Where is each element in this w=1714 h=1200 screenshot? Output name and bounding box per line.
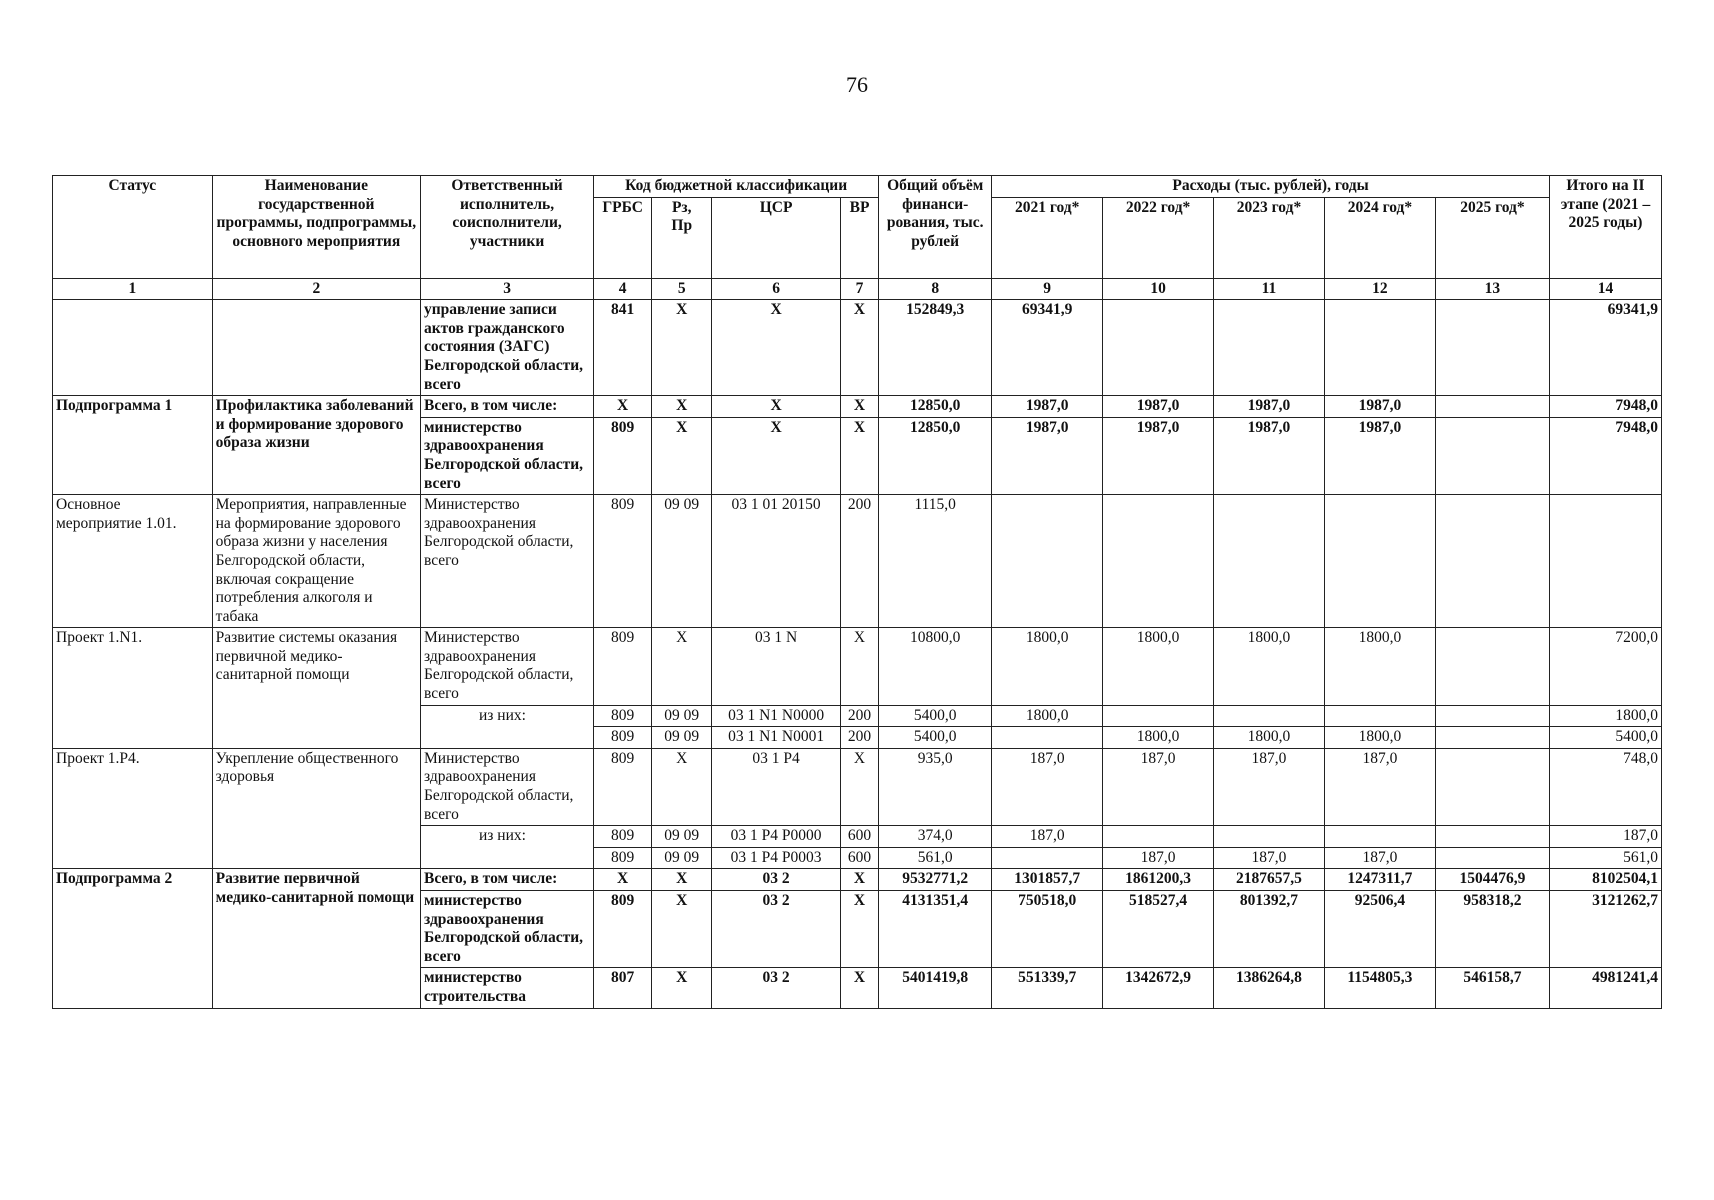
y2021-cell bbox=[992, 495, 1103, 628]
y2025-cell bbox=[1435, 495, 1549, 628]
csr-cell: Х bbox=[712, 417, 841, 494]
y2025-cell bbox=[1435, 300, 1549, 396]
responsible-cell: Министерство здравоохранения Белгородской области, всего bbox=[421, 748, 594, 825]
stage-total-cell: 7200,0 bbox=[1549, 628, 1661, 705]
total-cell: 5400,0 bbox=[879, 727, 992, 749]
status-cell: Основное мероприятие 1.01. bbox=[53, 495, 213, 628]
vr-cell: Х bbox=[840, 968, 878, 1008]
csr-cell: 03 1 N1 N0000 bbox=[712, 705, 841, 727]
csr-cell: 03 1 Р4 Р0003 bbox=[712, 847, 841, 869]
stage-total-cell: 561,0 bbox=[1549, 847, 1661, 869]
csr-cell: 03 1 N bbox=[712, 628, 841, 705]
col-number: 10 bbox=[1103, 278, 1214, 300]
total-cell: 12850,0 bbox=[879, 417, 992, 494]
grbs-cell: Х bbox=[594, 869, 652, 891]
responsible-cell: из них: bbox=[421, 705, 594, 748]
y2021-cell: 1800,0 bbox=[992, 628, 1103, 705]
responsible-cell: Министерство здравоохранения Белгородской области, всего bbox=[421, 495, 594, 628]
col-number: 14 bbox=[1549, 278, 1661, 300]
y2021-cell: 187,0 bbox=[992, 748, 1103, 825]
table-row-sub2-all bbox=[53, 869, 1662, 891]
y2024-cell: 1987,0 bbox=[1324, 396, 1435, 418]
csr-cell: 03 1 Р4 Р0000 bbox=[712, 826, 841, 848]
y2021-cell: 1987,0 bbox=[992, 417, 1103, 494]
y2023-cell bbox=[1214, 705, 1325, 727]
status-cell bbox=[53, 300, 213, 396]
y2024-cell: 1800,0 bbox=[1324, 628, 1435, 705]
y2025-cell bbox=[1435, 628, 1549, 705]
responsible-cell: Всего, в том числе: bbox=[421, 869, 594, 891]
stage-total-cell: 3121262,7 bbox=[1549, 891, 1661, 968]
rzpr-cell: Х bbox=[652, 396, 712, 418]
y2024-cell: 187,0 bbox=[1324, 847, 1435, 869]
y2025-cell bbox=[1435, 727, 1549, 749]
y2022-cell bbox=[1103, 300, 1214, 396]
grbs-cell: Х bbox=[594, 396, 652, 418]
vr-cell: Х bbox=[840, 869, 878, 891]
rzpr-cell: Х bbox=[652, 968, 712, 1008]
grbs-cell: 809 bbox=[594, 495, 652, 628]
y2022-cell bbox=[1103, 826, 1214, 848]
rzpr-cell: Х bbox=[652, 417, 712, 494]
y2023-cell: 1987,0 bbox=[1214, 396, 1325, 418]
col-name-header: Наименование государственной программы, подпрограммы, основного мероприятия bbox=[212, 176, 420, 279]
table-row-om101 bbox=[53, 495, 1662, 628]
y2023-cell: 2187657,5 bbox=[1214, 869, 1325, 891]
grbs-cell: 809 bbox=[594, 891, 652, 968]
col-number: 4 bbox=[594, 278, 652, 300]
vr-cell: 600 bbox=[840, 826, 878, 848]
stage-total-cell: 748,0 bbox=[1549, 748, 1661, 825]
stage-total-cell: 1800,0 bbox=[1549, 705, 1661, 727]
y2023-cell: 1386264,8 bbox=[1214, 968, 1325, 1008]
y2021-cell bbox=[992, 847, 1103, 869]
y2025-cell bbox=[1435, 705, 1549, 727]
y2024-cell bbox=[1324, 495, 1435, 628]
stage-total-cell: 7948,0 bbox=[1549, 396, 1661, 418]
y2025-cell: 546158,7 bbox=[1435, 968, 1549, 1008]
y2023-cell bbox=[1214, 300, 1325, 396]
rzpr-cell: Х bbox=[652, 300, 712, 396]
col-number: 5 bbox=[652, 278, 712, 300]
y2021-cell: 187,0 bbox=[992, 826, 1103, 848]
budget-code-header: Код бюджетной классификации bbox=[594, 176, 879, 198]
rzpr-cell: Х bbox=[652, 891, 712, 968]
y2022-cell bbox=[1103, 495, 1214, 628]
y2024-cell: 187,0 bbox=[1324, 748, 1435, 825]
csr-cell: 03 2 bbox=[712, 891, 841, 968]
vr-cell: 600 bbox=[840, 847, 878, 869]
rzpr-cell: 09 09 bbox=[652, 847, 712, 869]
col-responsible-header: Ответственный исполнитель, соисполнители, участники bbox=[421, 176, 594, 279]
y2021-cell: 1987,0 bbox=[992, 396, 1103, 418]
status-cell: Проект 1.N1. bbox=[53, 628, 213, 749]
y2023-cell: 1987,0 bbox=[1214, 417, 1325, 494]
col-number: 6 bbox=[712, 278, 841, 300]
rzpr-cell: 09 09 bbox=[652, 727, 712, 749]
total-cell: 9532771,2 bbox=[879, 869, 992, 891]
y2024-cell: 1987,0 bbox=[1324, 417, 1435, 494]
col-number: 2 bbox=[212, 278, 420, 300]
expenses-header: Расходы (тыс. рублей), годы bbox=[992, 176, 1550, 198]
grbs-cell: 841 bbox=[594, 300, 652, 396]
vr-cell: 200 bbox=[840, 495, 878, 628]
total-cell: 374,0 bbox=[879, 826, 992, 848]
csr-cell: 03 2 bbox=[712, 869, 841, 891]
name-cell: Развитие первичной медико-санитарной помощи bbox=[212, 869, 420, 1008]
csr-cell: Х bbox=[712, 300, 841, 396]
y2023-cell bbox=[1214, 495, 1325, 628]
col-number: 1 bbox=[53, 278, 213, 300]
y2023-cell: 801392,7 bbox=[1214, 891, 1325, 968]
y2023-cell bbox=[1214, 826, 1325, 848]
y2021-cell: 551339,7 bbox=[992, 968, 1103, 1008]
y2025-cell: 1504476,9 bbox=[1435, 869, 1549, 891]
header-row-1 bbox=[53, 176, 1662, 198]
table-row-sub1-all bbox=[53, 396, 1662, 418]
page-number: 76 bbox=[846, 72, 868, 97]
y2021-cell: 750518,0 bbox=[992, 891, 1103, 968]
y2024-cell: 1247311,7 bbox=[1324, 869, 1435, 891]
csr-cell: Х bbox=[712, 396, 841, 418]
y2023-cell: 1800,0 bbox=[1214, 727, 1325, 749]
y2024-cell bbox=[1324, 300, 1435, 396]
y2025-cell bbox=[1435, 847, 1549, 869]
y2023-cell: 187,0 bbox=[1214, 748, 1325, 825]
y2023-cell: 1800,0 bbox=[1214, 628, 1325, 705]
budget-table bbox=[52, 175, 1662, 1009]
responsible-cell: министерство здравоохранения Белгородской области, всего bbox=[421, 417, 594, 494]
y2022-cell: 1987,0 bbox=[1103, 417, 1214, 494]
stage-total-cell bbox=[1549, 495, 1661, 628]
y2021-cell: 69341,9 bbox=[992, 300, 1103, 396]
rzpr-cell: 09 09 bbox=[652, 495, 712, 628]
y2022-cell: 1800,0 bbox=[1103, 727, 1214, 749]
y2022-cell: 187,0 bbox=[1103, 748, 1214, 825]
name-cell: Мероприятия, направленные на формирование здорового образа жизни у населения Белгородской области, включая сокращение потребления алкоголя и табака bbox=[212, 495, 420, 628]
rzpr-cell: Х bbox=[652, 869, 712, 891]
rzpr-cell: 09 09 bbox=[652, 826, 712, 848]
y2022-cell: 187,0 bbox=[1103, 847, 1214, 869]
table-row-zags bbox=[53, 300, 1662, 396]
responsible-cell: Всего, в том числе: bbox=[421, 396, 594, 418]
y2022-cell: 1987,0 bbox=[1103, 396, 1214, 418]
vr-cell: Х bbox=[840, 628, 878, 705]
col-number: 7 bbox=[840, 278, 878, 300]
y2021-cell: 1301857,7 bbox=[992, 869, 1103, 891]
total-cell: 935,0 bbox=[879, 748, 992, 825]
responsible-cell: министерство здравоохранения Белгородской области, всего bbox=[421, 891, 594, 968]
col-2022-header: 2022 год* bbox=[1103, 197, 1214, 278]
col-rzpr-header: Рз, Пр bbox=[652, 197, 712, 278]
y2024-cell: 92506,4 bbox=[1324, 891, 1435, 968]
csr-cell: 03 1 01 20150 bbox=[712, 495, 841, 628]
col-2025-header: 2025 год* bbox=[1435, 197, 1549, 278]
csr-cell: 03 1 P4 bbox=[712, 748, 841, 825]
grbs-cell: 809 bbox=[594, 847, 652, 869]
csr-cell: 03 1 N1 N0001 bbox=[712, 727, 841, 749]
y2024-cell bbox=[1324, 705, 1435, 727]
csr-cell: 03 2 bbox=[712, 968, 841, 1008]
vr-cell: 200 bbox=[840, 727, 878, 749]
col-2024-header: 2024 год* bbox=[1324, 197, 1435, 278]
responsible-cell: из них: bbox=[421, 826, 594, 869]
total-cell: 1115,0 bbox=[879, 495, 992, 628]
col-number: 8 bbox=[879, 278, 992, 300]
status-cell: Проект 1.Р4. bbox=[53, 748, 213, 869]
total-cell: 152849,3 bbox=[879, 300, 992, 396]
vr-cell: 200 bbox=[840, 705, 878, 727]
grbs-cell: 807 bbox=[594, 968, 652, 1008]
col-vr-header: ВР bbox=[840, 197, 878, 278]
col-number: 13 bbox=[1435, 278, 1549, 300]
y2025-cell bbox=[1435, 748, 1549, 825]
col-number: 12 bbox=[1324, 278, 1435, 300]
vr-cell: Х bbox=[840, 417, 878, 494]
y2025-cell bbox=[1435, 826, 1549, 848]
total-cell: 5400,0 bbox=[879, 705, 992, 727]
col-number: 11 bbox=[1214, 278, 1325, 300]
total-cell: 4131351,4 bbox=[879, 891, 992, 968]
y2021-cell: 1800,0 bbox=[992, 705, 1103, 727]
total-cell: 12850,0 bbox=[879, 396, 992, 418]
col-number: 3 bbox=[421, 278, 594, 300]
col-stage-total-header: Итого на II этапе (2021 – 2025 годы) bbox=[1549, 176, 1661, 279]
y2022-cell bbox=[1103, 705, 1214, 727]
column-number-row bbox=[53, 278, 1662, 300]
grbs-cell: 809 bbox=[594, 826, 652, 848]
table-row-n1 bbox=[53, 628, 1662, 705]
total-cell: 561,0 bbox=[879, 847, 992, 869]
col-number: 9 bbox=[992, 278, 1103, 300]
name-cell: Укрепление общественного здоровья bbox=[212, 748, 420, 869]
rzpr-cell: Х bbox=[652, 748, 712, 825]
y2025-cell bbox=[1435, 396, 1549, 418]
y2023-cell: 187,0 bbox=[1214, 847, 1325, 869]
y2024-cell: 1154805,3 bbox=[1324, 968, 1435, 1008]
name-cell: Профилактика заболеваний и формирование здорового образа жизни bbox=[212, 396, 420, 495]
col-total-volume-header: Общий объём финанси-рования, тыс. рублей bbox=[879, 176, 992, 279]
stage-total-cell: 8102504,1 bbox=[1549, 869, 1661, 891]
stage-total-cell: 4981241,4 bbox=[1549, 968, 1661, 1008]
responsible-cell: Министерство здравоохранения Белгородской области, всего bbox=[421, 628, 594, 705]
rzpr-cell: 09 09 bbox=[652, 705, 712, 727]
col-grbs-header: ГРБС bbox=[594, 197, 652, 278]
vr-cell: Х bbox=[840, 891, 878, 968]
grbs-cell: 809 bbox=[594, 705, 652, 727]
y2022-cell: 518527,4 bbox=[1103, 891, 1214, 968]
y2021-cell bbox=[992, 727, 1103, 749]
y2024-cell bbox=[1324, 826, 1435, 848]
y2022-cell: 1342672,9 bbox=[1103, 968, 1214, 1008]
col-csr-header: ЦСР bbox=[712, 197, 841, 278]
grbs-cell: 809 bbox=[594, 417, 652, 494]
grbs-cell: 809 bbox=[594, 748, 652, 825]
col-status-header: Статус bbox=[53, 176, 213, 279]
vr-cell: Х bbox=[840, 748, 878, 825]
stage-total-cell: 187,0 bbox=[1549, 826, 1661, 848]
status-cell: Подпрограмма 1 bbox=[53, 396, 213, 495]
col-2023-header: 2023 год* bbox=[1214, 197, 1325, 278]
y2022-cell: 1800,0 bbox=[1103, 628, 1214, 705]
responsible-cell: управление записи актов гражданского состояния (ЗАГС) Белгородской области, всего bbox=[421, 300, 594, 396]
status-cell: Подпрограмма 2 bbox=[53, 869, 213, 1008]
stage-total-cell: 69341,9 bbox=[1549, 300, 1661, 396]
grbs-cell: 809 bbox=[594, 727, 652, 749]
total-cell: 5401419,8 bbox=[879, 968, 992, 1008]
y2022-cell: 1861200,3 bbox=[1103, 869, 1214, 891]
responsible-cell: министерство строительства bbox=[421, 968, 594, 1008]
name-cell: Развитие системы оказания первичной медико-санитарной помощи bbox=[212, 628, 420, 749]
table-row-p4 bbox=[53, 748, 1662, 825]
rzpr-cell: Х bbox=[652, 628, 712, 705]
col-2021-header: 2021 год* bbox=[992, 197, 1103, 278]
y2025-cell: 958318,2 bbox=[1435, 891, 1549, 968]
grbs-cell: 809 bbox=[594, 628, 652, 705]
name-cell bbox=[212, 300, 420, 396]
stage-total-cell: 5400,0 bbox=[1549, 727, 1661, 749]
y2024-cell: 1800,0 bbox=[1324, 727, 1435, 749]
vr-cell: Х bbox=[840, 396, 878, 418]
total-cell: 10800,0 bbox=[879, 628, 992, 705]
stage-total-cell: 7948,0 bbox=[1549, 417, 1661, 494]
y2025-cell bbox=[1435, 417, 1549, 494]
vr-cell: Х bbox=[840, 300, 878, 396]
